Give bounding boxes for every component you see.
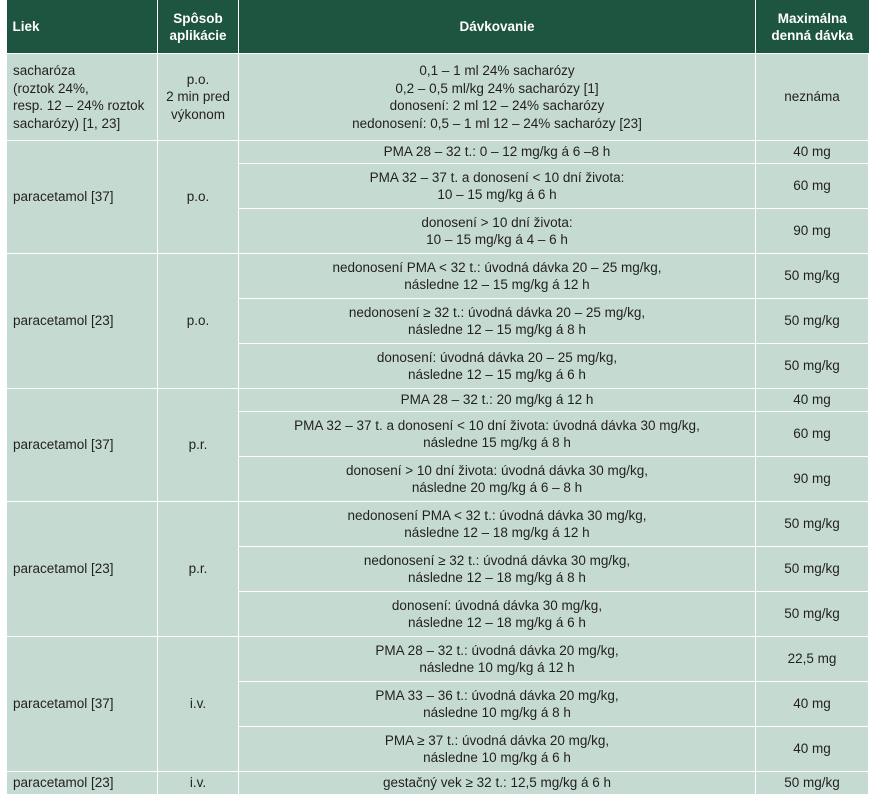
dose-cell <box>239 682 756 727</box>
dose-cell <box>239 502 756 547</box>
table-row <box>7 772 869 795</box>
route-line: výkonom <box>170 106 226 122</box>
route-cell <box>158 772 239 795</box>
max-dose-cell: 50 mg/kg <box>756 592 869 637</box>
route-line: i.v. <box>189 775 207 791</box>
dose-line: PMA 32 – 37 t. a donosení < 10 dní života: <box>369 169 625 185</box>
max-dose-cell: 22,5 mg <box>756 637 869 682</box>
dose-cell <box>239 637 756 682</box>
table-row <box>7 254 869 299</box>
header-liek <box>7 0 158 54</box>
route-cell <box>158 254 239 389</box>
dose-cell <box>239 547 756 592</box>
route-cell <box>158 637 239 772</box>
drug-line: paracetamol [37] <box>13 437 114 453</box>
dose-line: následne 12 – 15 mg/kg á 6 h <box>408 367 586 382</box>
dose-cell <box>239 389 756 412</box>
dose-line: donosení > 10 dní života: úvodná dávka 30 mg/kg, <box>345 462 649 478</box>
dose-cell <box>239 457 756 502</box>
dose-line: PMA 32 – 37 t. a donosení < 10 dní života: úvodná dávka 30 mg/kg, <box>294 417 700 433</box>
drug-cell <box>7 772 158 795</box>
drug-line: resp. 12 – 24% roztok <box>13 98 145 113</box>
route-cell <box>158 54 239 141</box>
dose-line: donosení: 2 ml 12 – 24% sacharózy <box>389 98 605 113</box>
dose-line: následne 10 mg/kg á 6 h <box>423 750 571 765</box>
max-dose-cell: 90 mg <box>756 457 869 502</box>
max-dose-cell: 40 mg <box>756 727 869 772</box>
dose-cell <box>239 299 756 344</box>
header-davkovanie <box>239 0 756 54</box>
route-line: p.o. <box>186 189 210 205</box>
route-cell <box>158 141 239 254</box>
dose-cell <box>239 412 756 457</box>
dose-line: následne 12 – 15 mg/kg á 12 h <box>404 277 590 292</box>
drug-line: paracetamol [37] <box>13 189 114 205</box>
max-dose-cell: 50 mg/kg <box>756 502 869 547</box>
table-row <box>7 389 869 412</box>
dose-line: následne 12 – 18 mg/kg á 12 h <box>404 525 590 540</box>
dose-cell <box>239 254 756 299</box>
route-line: p.r. <box>188 437 208 453</box>
dose-cell <box>239 592 756 637</box>
dosage-table <box>6 0 869 795</box>
drug-line: paracetamol [37] <box>13 696 114 712</box>
max-dose-cell: 50 mg/kg <box>756 547 869 592</box>
dose-line: 0,1 – 1 ml 24% sacharózy <box>419 63 575 78</box>
dose-line: PMA 33 – 36 t.: úvodná dávka 20 mg/kg, <box>375 687 619 703</box>
drug-cell <box>7 637 158 772</box>
header-row <box>7 0 869 54</box>
dose-line: donosení: úvodná dávka 20 – 25 mg/kg, <box>376 349 618 365</box>
max-dose-cell: 50 mg/kg <box>756 344 869 389</box>
max-dose-cell: 60 mg <box>756 412 869 457</box>
dose-line: 10 – 15 mg/kg á 4 – 6 h <box>426 232 568 247</box>
dose-line: nedonosení ≥ 32 t.: úvodná dávka 20 – 25 mg/kg, <box>348 304 646 320</box>
max-dose-cell: 50 mg/kg <box>756 299 869 344</box>
drug-line: paracetamol [23] <box>13 775 114 791</box>
route-line: p.o. <box>186 313 210 329</box>
dose-line: nedonosení PMA < 32 t.: úvodná dávka 30 mg/kg, <box>347 507 647 523</box>
dose-line: následne 12 – 15 mg/kg á 8 h <box>408 322 586 337</box>
dose-line: 10 – 15 mg/kg á 6 h <box>437 187 557 202</box>
max-dose-cell: 40 mg <box>756 682 869 727</box>
dose-line: PMA 28 – 32 t.: 0 – 12 mg/kg á 6 –8 h <box>383 144 611 160</box>
header-sposob-line: Spôsob <box>173 10 223 26</box>
max-dose-cell: 50 mg/kg <box>756 772 869 795</box>
dose-cell <box>239 141 756 164</box>
dose-line: následne 20 mg/kg á 6 – 8 h <box>411 480 583 495</box>
header-davkovanie-text: Dávkovanie <box>459 19 535 34</box>
drug-cell <box>7 389 158 502</box>
dose-cell <box>239 727 756 772</box>
dose-line: donosení: úvodná dávka 30 mg/kg, <box>391 597 603 613</box>
drug-cell <box>7 54 158 141</box>
table-row <box>7 637 869 682</box>
dose-line: nedonosení: 0,5 – 1 ml 12 – 24% sacharózy [23] <box>352 115 642 131</box>
max-dose-cell: neznáma <box>756 54 869 141</box>
header-max <box>756 0 869 54</box>
dose-line: nedonosení ≥ 32 t.: úvodná dávka 30 mg/kg, <box>363 552 631 568</box>
dose-line: PMA 28 – 32 t.: 20 mg/kg á 12 h <box>400 392 594 408</box>
header-max-line: denná dávka <box>771 27 854 43</box>
table-row <box>7 54 869 141</box>
drug-line: sacharózy) [1, 23] <box>13 115 121 131</box>
drug-line: paracetamol [23] <box>13 561 114 577</box>
drug-cell <box>7 141 158 254</box>
dose-line: následne 12 – 18 mg/kg á 8 h <box>408 570 586 585</box>
max-dose-cell: 40 mg <box>756 389 869 412</box>
dose-cell <box>239 164 756 209</box>
drug-line: paracetamol [23] <box>13 313 114 329</box>
dose-cell <box>239 54 756 141</box>
dose-line: následne 15 mg/kg á 8 h <box>423 435 571 450</box>
table-row <box>7 502 869 547</box>
dose-line: PMA ≥ 37 t.: úvodná dávka 20 mg/kg, <box>384 732 610 748</box>
route-line: p.r. <box>188 561 208 577</box>
dose-line: následne 10 mg/kg á 12 h <box>419 660 575 675</box>
route-line: 2 min pred <box>166 89 230 105</box>
dose-line: 0,2 – 0,5 ml/kg 24% sacharózy [1] <box>395 80 599 96</box>
drug-cell <box>7 502 158 637</box>
route-cell <box>158 502 239 637</box>
header-max-line: Maximálna <box>777 10 847 26</box>
header-sposob <box>158 0 239 54</box>
table-row <box>7 141 869 164</box>
route-line: p.o. <box>186 71 210 87</box>
drug-line: sacharóza <box>13 63 76 78</box>
dose-cell <box>239 209 756 254</box>
dose-cell <box>239 344 756 389</box>
dose-line: následne 10 mg/kg á 8 h <box>423 705 571 720</box>
dose-line: následne 12 – 18 mg/kg á 6 h <box>408 615 586 630</box>
header-sposob-line: aplikácie <box>169 27 227 43</box>
dose-cell <box>239 772 756 795</box>
max-dose-cell: 50 mg/kg <box>756 254 869 299</box>
max-dose-cell: 60 mg <box>756 164 869 209</box>
drug-cell <box>7 254 158 389</box>
dose-line: nedonosení PMA < 32 t.: úvodná dávka 20 – 25 mg/kg, <box>332 259 662 275</box>
drug-line: (roztok 24%, <box>13 80 89 96</box>
max-dose-cell: 90 mg <box>756 209 869 254</box>
dose-line: gestačný vek ≥ 32 t.: 12,5 mg/kg á 6 h <box>382 775 612 791</box>
max-dose-cell: 40 mg <box>756 141 869 164</box>
dose-line: donosení > 10 dní života: <box>421 214 573 230</box>
header-liek-text: Liek <box>12 19 40 34</box>
dose-line: PMA 28 – 32 t.: úvodná dávka 20 mg/kg, <box>375 642 619 658</box>
route-line: i.v. <box>189 696 207 712</box>
route-cell <box>158 389 239 502</box>
